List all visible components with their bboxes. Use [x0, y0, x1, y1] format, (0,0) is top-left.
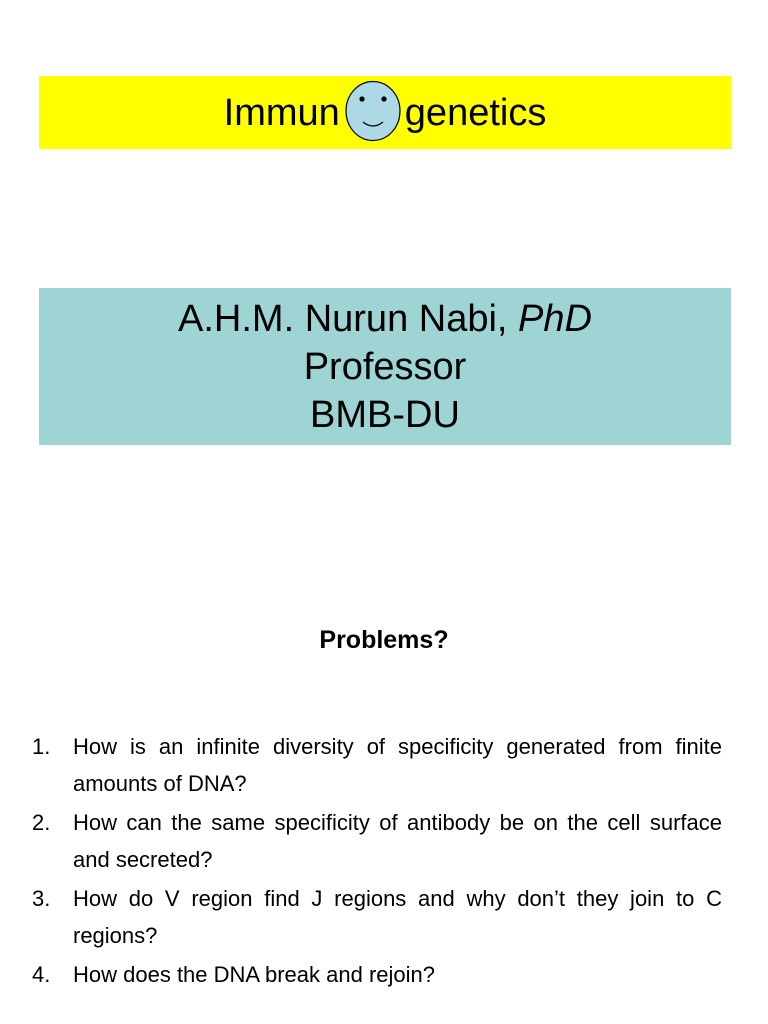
list-item	[32, 880, 722, 954]
list-item	[32, 728, 722, 802]
author-name: A.H.M. Nurun Nabi,	[178, 297, 519, 340]
list-number: 4.	[32, 962, 51, 987]
title-text-start: Immun	[223, 91, 340, 134]
author-name-line	[178, 295, 592, 343]
smiley-face-icon	[344, 80, 402, 142]
list-number: 1.	[32, 734, 51, 759]
author-degree: PhD	[518, 297, 592, 340]
list-number: 2.	[32, 810, 51, 835]
list-item	[32, 956, 722, 993]
list-text: How can the same specificity of antibody be on the cell surface and secreted?	[73, 810, 722, 872]
problems-heading: Problems?	[319, 626, 449, 654]
title-text-end: genetics	[404, 91, 547, 134]
author-box	[39, 288, 731, 445]
list-number: 3.	[32, 886, 51, 911]
author-department: BMB-DU	[310, 393, 460, 436]
list-text: How do V region find J regions and why don’t they join to C regions?	[73, 886, 722, 948]
list-text: How is an infinite diversity of specificity generated from finite amounts of DNA?	[73, 734, 722, 796]
author-position: Professor	[303, 345, 467, 388]
list-text: How does the DNA break and rejoin?	[73, 962, 435, 987]
list-item	[32, 804, 722, 878]
question-list	[32, 728, 722, 995]
title-banner	[39, 76, 731, 149]
